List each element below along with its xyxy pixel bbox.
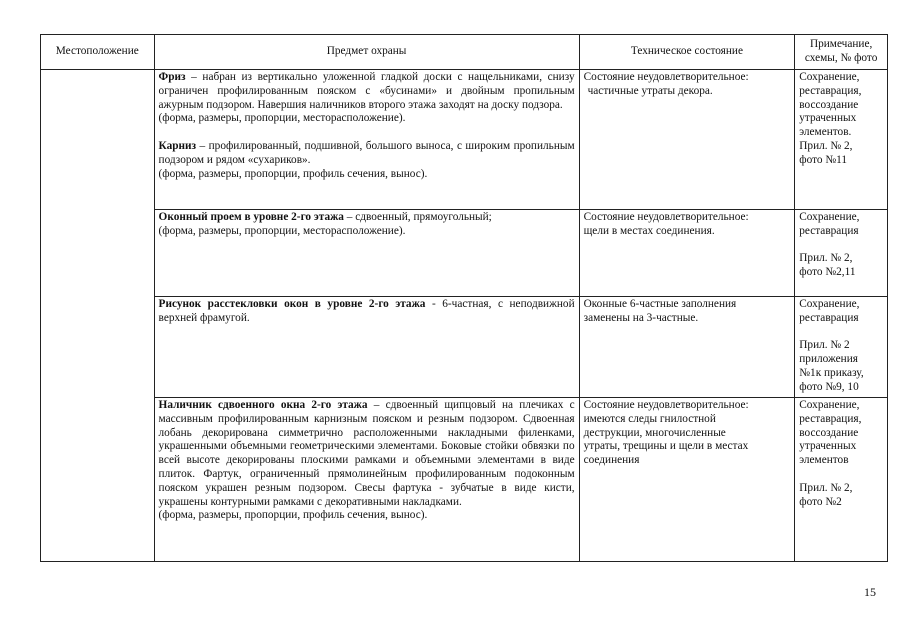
condition-line: Состояние неудовлетворительное:: [583, 211, 749, 223]
subject-paragraph: [159, 71, 575, 126]
header-location: Местоположение: [41, 35, 155, 70]
condition-cell: [579, 70, 795, 210]
table-row: [41, 398, 888, 562]
note-text: Сохранение, реставрация, воссоздание утраченных элементов: [799, 399, 862, 467]
subject-text: – сдвоенный щипцовый на плечиках с массивным профилированным карнизным пояском и резным подзором. Сдвоенная лобань декорирована симметрично расположенными накладными филенками, украшенными объемными геометрическими элементами. Боковые стойки обвязки по всей высоте декорированы плоскими рамками и объемными элементами в виде плиток. Фартук, ограниченный прямолинейным профилированным подоконным пояском украшен резным подзором. Свесы фартука - зубчатые в виде кисти, украшены контурными рамками с декоративными накладками.: [158, 399, 575, 508]
subject-text: - 6-частная, с неподвижной верхней фрамугой.: [158, 298, 575, 324]
condition-line: заменены на 3-частные.: [583, 311, 699, 324]
header-subject: Предмет охраны: [154, 35, 579, 70]
note-text: Сохранение, реставрация, воссоздание утраченных элементов.: [799, 71, 862, 139]
subject-paragraph: [159, 140, 575, 181]
table-row: [41, 210, 888, 297]
page-number: 15: [864, 585, 876, 599]
note-cell: [795, 70, 888, 210]
condition-line: Оконные 6-частные заполнения: [583, 298, 737, 310]
note-ref-line: фото №9, 10: [799, 380, 859, 393]
note-ref-line: Прил. № 2,: [799, 481, 853, 494]
note-ref-line: №1к приказу,: [799, 366, 864, 379]
subject-extra: (форма, размеры, пропорции, месторасположение).: [158, 224, 406, 237]
condition-line: имеются следы гнилостной: [583, 412, 716, 425]
note-ref-line: Прил. № 2,: [799, 252, 853, 265]
subject-cell: [154, 210, 579, 297]
subject-text: – профилированный, подшивной, большого выноса, с широким пропильным подзором и рядом «сухариков».: [158, 139, 575, 166]
subject-cell: [154, 70, 579, 210]
note-cell: [795, 398, 888, 562]
subject-extra: (форма, размеры, пропорции, профиль сечения, вынос).: [158, 167, 428, 180]
condition-line: частичные утраты декора.: [587, 84, 713, 97]
note-ref-line: фото №2: [799, 495, 842, 508]
note-ref-line: фото №2,11: [799, 266, 856, 279]
condition-cell: [579, 297, 795, 398]
condition-line: щели в местах соединения.: [583, 224, 715, 237]
note-cell: [795, 297, 888, 398]
condition-line: утраты, трещины и щели в местах: [583, 440, 749, 453]
subject-cell: [154, 297, 579, 398]
header-note: Примечание, схемы, № фото: [795, 35, 888, 70]
condition-line: Состояние неудовлетворительное:: [583, 71, 749, 83]
note-ref-line: Прил. № 2,: [799, 139, 853, 152]
condition-line: Состояние неудовлетворительное:: [583, 399, 749, 411]
subject-extra: (форма, размеры, пропорции, профиль сечения, вынос).: [158, 509, 428, 522]
subject-text: – набран из вертикально уложенной гладкой доски с нащельниками, снизу ограничен профилированным пояском с «бусинами» и двойным пропильным ажурным подзором. Навершия наличников второго этажа заходят на доску подзора.: [158, 71, 575, 111]
subject-cell: [154, 398, 579, 562]
note-ref-line: фото №11: [799, 153, 848, 166]
subject-text: – сдвоенный, прямоугольный;: [343, 211, 492, 223]
note-cell: [795, 210, 888, 297]
location-cell: [41, 70, 155, 562]
note-text: Сохранение, реставрация: [799, 298, 860, 324]
subject-term: Фриз: [158, 71, 186, 83]
subject-term: Оконный проем в уровне 2-го этажа: [158, 211, 344, 223]
subject-paragraph: [159, 399, 575, 523]
table-row: [41, 70, 888, 210]
note-text: Сохранение, реставрация: [799, 211, 860, 237]
subject-extra: (форма, размеры, пропорции, месторасположение).: [158, 112, 406, 125]
subject-term: Наличник сдвоенного окна 2-го этажа: [158, 399, 368, 411]
condition-line: соединения: [583, 454, 640, 467]
subject-paragraph: [159, 298, 575, 326]
note-ref-line: приложения: [799, 353, 858, 366]
note-ref-line: Прил. № 2: [799, 339, 850, 352]
condition-line: деструкции, многочисленные: [583, 426, 726, 439]
subject-term: Карниз: [158, 139, 197, 152]
protection-table: [40, 34, 888, 562]
subject-paragraph: [159, 211, 575, 239]
header-condition: Техническое состояние: [579, 35, 795, 70]
condition-cell: [579, 398, 795, 562]
subject-term: Рисунок расстекловки окон в уровне 2-го этажа: [158, 298, 426, 310]
table-header-row: [41, 35, 888, 70]
table-row: [41, 297, 888, 398]
condition-cell: [579, 210, 795, 297]
